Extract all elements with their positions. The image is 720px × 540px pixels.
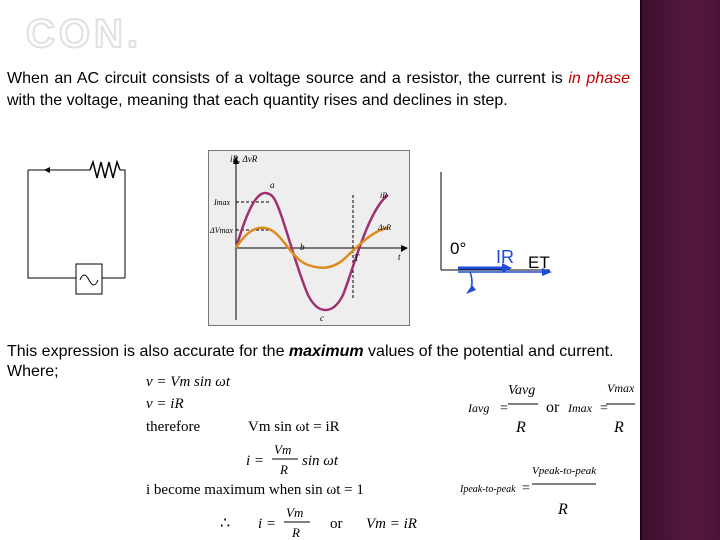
ipp-den: R: [558, 501, 568, 518]
or-word: or: [546, 399, 560, 416]
ipp-num: Vpeak-to-peak: [532, 465, 597, 477]
slide-title: CON.: [26, 12, 142, 56]
eq-maximum-condition: i become maximum when sin ωt = 1: [146, 482, 364, 498]
max-text-start: This expression is also accurate for the: [7, 343, 289, 360]
svg-text:=: =: [500, 401, 508, 416]
graph-imax-label: Imax: [214, 198, 230, 207]
eq-final-or: or: [330, 516, 343, 532]
therefore-word: therefore: [146, 419, 201, 435]
eq-combined: Vm sin ωt = iR: [248, 419, 340, 435]
in-phase-emphasis: in phase: [568, 70, 630, 87]
graph-period-label: T: [354, 253, 360, 263]
eq-final-rhs: Vm = iR: [366, 516, 417, 532]
eq-current-num: Vm: [274, 442, 292, 457]
svg-text:=: =: [600, 401, 608, 416]
graph-current-label: iR: [380, 191, 388, 200]
graph-voltage-label: ΔvR: [378, 223, 392, 232]
graph-point-b: b: [300, 242, 305, 252]
eq-final-num: Vm: [286, 505, 304, 520]
iavg-lhs: Iavg: [468, 401, 490, 415]
resistor-circuit-diagram: [20, 160, 150, 310]
current-voltage-graph: [208, 150, 410, 326]
graph-y-axis-label: iR, ΔvR: [230, 154, 258, 164]
eq-final-den: R: [292, 525, 300, 540]
ipp-lhs: Ipeak-to-peak: [460, 484, 516, 495]
therefore-symbol: ∴: [220, 515, 231, 532]
eq-voltage-source: v = Vm sin ωt: [146, 374, 231, 390]
slide-sidebar: [640, 0, 720, 540]
iavg-num: Vavg: [508, 383, 536, 398]
maximum-emphasis: maximum: [288, 343, 364, 360]
imax-den: R: [614, 419, 624, 436]
svg-text:=: =: [522, 481, 530, 496]
imax-lhs: Imax: [568, 401, 592, 415]
phasor-voltage-label: ET: [528, 253, 550, 272]
eq-final-i: i =: [258, 516, 277, 532]
graph-point-c: c: [320, 313, 324, 323]
graph-vmax-label: ΔVmax: [210, 226, 233, 235]
graph-time-label: t: [398, 252, 401, 262]
eq-current-i: i =: [246, 453, 265, 469]
intro-text-end: with the voltage, meaning that each quantity rises and declines in step.: [7, 92, 508, 109]
current-relations-equations: [460, 370, 638, 540]
intro-text-start: When an AC circuit consists of a voltage source and a resistor, the current is: [7, 70, 569, 87]
graph-point-a: a: [270, 180, 275, 190]
imax-num: Vmax: [607, 381, 635, 395]
phasor-current-label: IR: [496, 247, 514, 267]
iavg-den: R: [516, 419, 526, 436]
phasor-angle-label: 0°: [450, 239, 467, 258]
eq-current-den: R: [280, 462, 288, 477]
derivation-equations: [140, 370, 440, 540]
intro-paragraph: [7, 68, 630, 112]
resistor-symbol: [90, 162, 120, 178]
max-text-end: values of the potential and current. Where;: [7, 343, 614, 380]
eq-current-tail: sin ωt: [302, 453, 339, 469]
eq-ohms-law: v = iR: [146, 396, 184, 412]
phasor-diagram: [432, 172, 562, 302]
